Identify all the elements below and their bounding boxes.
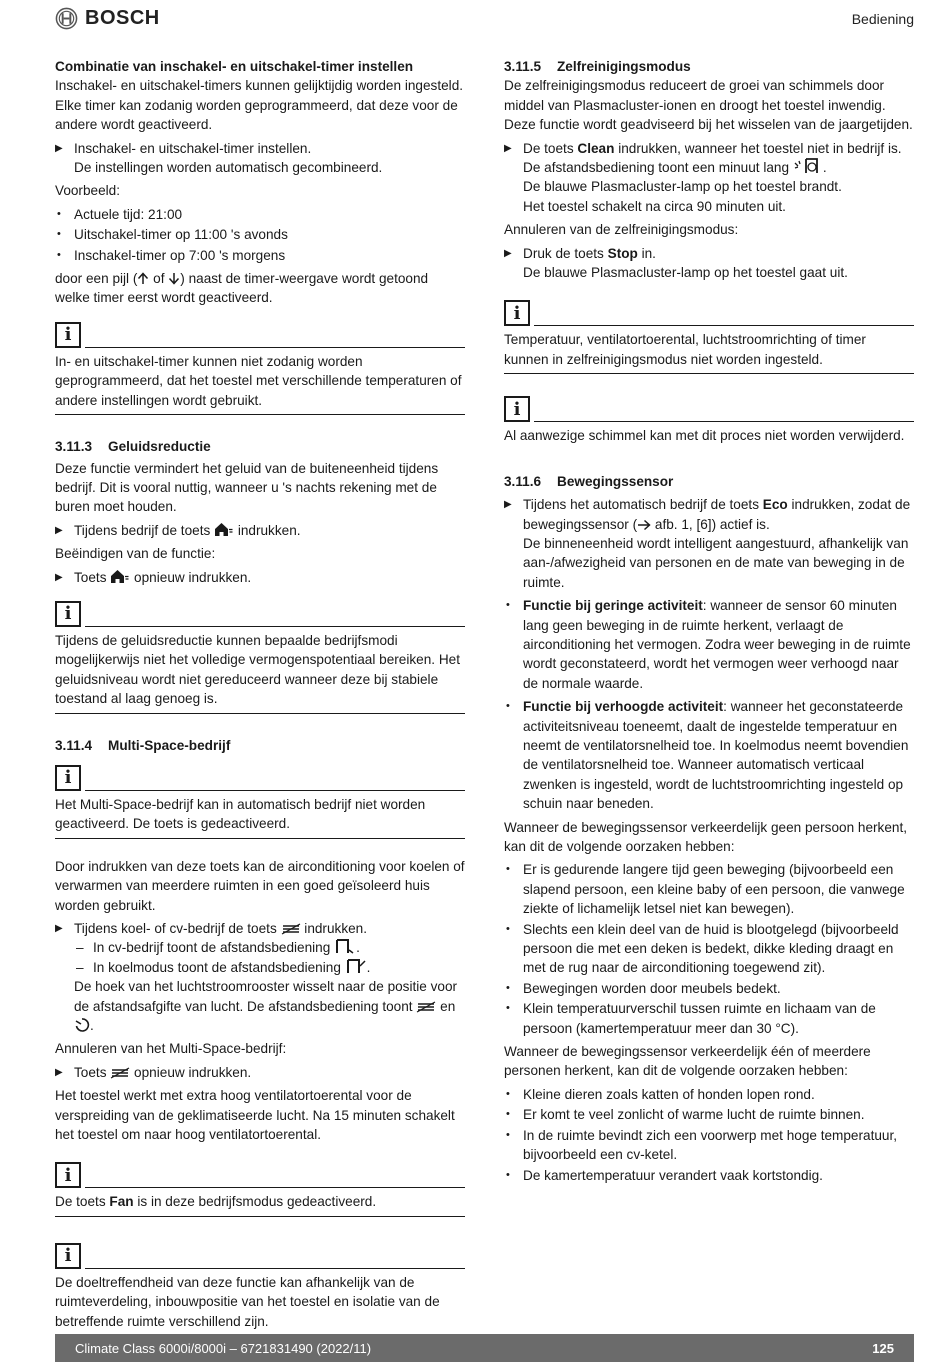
step-result: De afstandsbediening toont een minuut lang . bbox=[523, 160, 827, 176]
combo-timer-step bbox=[55, 139, 465, 178]
section-heading-3116 bbox=[504, 472, 914, 491]
text-fragment: indrukken, zodat de bewegingssensor ( bbox=[523, 497, 911, 532]
text-fragment: : wanneer de sensor 60 minuten lang geen beweging in de ruimte herkent, verlaagt de airconditioning het vermogen. Zodra weer beweging in de ruimte wordt geconstateerd, wordt het vermogen weer verhoogd naar de normale waarde. bbox=[523, 598, 911, 691]
cancel-label: Annuleren van het Multi-Space-bedrijf: bbox=[55, 1041, 287, 1057]
text-fragment: De toets bbox=[523, 140, 578, 156]
info-icon: i bbox=[55, 322, 81, 348]
bosch-logo bbox=[55, 7, 160, 30]
brand-name: BOSCH bbox=[85, 6, 160, 29]
section-title: Bediening bbox=[851, 11, 914, 27]
swing-airflow-icon bbox=[74, 1017, 90, 1032]
text-fragment: of bbox=[149, 271, 169, 287]
section-heading-3115 bbox=[504, 57, 914, 76]
info-icon: i bbox=[55, 601, 81, 627]
info-icon: i bbox=[55, 1243, 81, 1269]
paragraph: Wanneer de bewegingssensor verkeerdelijk één of meerdere personen herkent, kan dit de volgende oorzaken hebben: bbox=[504, 1044, 871, 1079]
arrow-explanation bbox=[55, 269, 465, 308]
page-footer bbox=[55, 1334, 914, 1362]
note-text: Temperatuur, ventilatortoerental, luchtstroomrichting of timer kunnen in zelfreinigingsmodus niet worden ingesteld. bbox=[504, 326, 914, 374]
sub-step: – In koelmodus toont de afstandsbediening . bbox=[74, 958, 465, 977]
note-text: Tijdens de geluidsreductie kunnen bepaalde bedrijfsmodi mogelijkerwijs niet het volledige vermogenspotentiaal bereiken. Het geluidsniveau wordt niet gereduceerd wanneer deze bij stabiele toestand al laag genoeg is. bbox=[55, 627, 465, 714]
info-note bbox=[55, 322, 465, 415]
list-item: • In de ruimte bevindt zich een voorwerp met hoge temperatuur, bijvoorbeeld een cv-ketel. bbox=[504, 1126, 914, 1165]
note-text: Al aanwezige schimmel kan met dit proces niet worden verwijderd. bbox=[504, 428, 905, 444]
clean-mode-icon bbox=[793, 158, 823, 174]
step-text: Inschakel- en uitschakel-timer instellen. bbox=[74, 140, 312, 156]
text-fragment: ) naast de timer-weergave wordt getoond welke timer eerst wordt geactiveerd. bbox=[55, 271, 429, 306]
info-icon: i bbox=[504, 396, 530, 422]
step-result: De binneneenheid wordt intelligent aangestuurd, afhankelijk van aan-/afwezigheid van personen en de mate van beweging in de ruimte. bbox=[523, 535, 909, 590]
section-heading-3114 bbox=[55, 736, 465, 755]
text-fragment: en bbox=[436, 998, 456, 1014]
section-title: Zelfreinigingsmodus bbox=[557, 59, 691, 74]
list-item bbox=[504, 697, 914, 813]
text-fragment: In koelmodus toont de afstandsbediening bbox=[93, 959, 345, 975]
note-text: In- en uitschakel-timer kunnen niet zodanig worden geprogrammeerd, dat het toestel met verschillende temperaturen of andere instellingen wordt gebruikt. bbox=[55, 348, 465, 415]
list-item: • Er is gedurende langere tijd geen beweging (bijvoorbeeld een slapend persoon, een kleine baby of een persoon, die vanwege ziekte of lichamelijk letsel niet kan bewegen). bbox=[504, 860, 914, 918]
list-item: • Klein temperatuurverschil tussen ruimte en lichaam van de persoon (kamertemperatuur meer dan 30 °C). bbox=[504, 999, 914, 1038]
multi-space-icon bbox=[110, 1067, 130, 1079]
list-item: • Uitschakel-timer op 11:00 's avonds bbox=[55, 225, 465, 244]
left-column bbox=[55, 57, 465, 1340]
step-result: De instellingen worden automatisch gecombineerd. bbox=[74, 160, 383, 176]
combo-timer-intro: Inschakel- en uitschakel-timers kunnen gelijktijdig worden ingesteld. Elke timer kan zodanig worden geprogrammeerd, dat deze voor de andere wordt geactiveerd. bbox=[55, 78, 464, 133]
instruction-step bbox=[55, 568, 465, 587]
info-note bbox=[55, 1162, 465, 1216]
list-item: • De kamertemperatuur verandert vaak kortstondig. bbox=[504, 1166, 914, 1185]
instruction-step bbox=[504, 495, 914, 592]
info-icon: i bbox=[504, 300, 530, 326]
page-header bbox=[55, 7, 914, 33]
info-note bbox=[504, 300, 914, 374]
instruction-step bbox=[55, 919, 465, 1035]
info-note bbox=[504, 396, 914, 449]
combo-timer-heading: Combinatie van inschakel- en uitschakel-timer instellen bbox=[55, 59, 414, 74]
text-fragment: Tijdens bedrijf de toets bbox=[74, 522, 215, 538]
note-text bbox=[55, 1188, 465, 1216]
list-item: • Slechts een klein deel van de huid is blootgelegd (bijvoorbeeld persoon die met een deken is bedekt, dikke kleding draagt en met de rug naar de airconditioning toegewend zit). bbox=[504, 920, 914, 978]
step-result: De blauwe Plasmacluster-lamp op het toestel gaat uit. bbox=[523, 265, 848, 281]
section-heading-3113 bbox=[55, 437, 465, 456]
paragraph: De zelfreinigingsmodus reduceert de groei van schimmels door middel van Plasmacluster-ionen en droogt het toestel inwendig. Deze functie wordt geadviseerd bij het wisselen van de jaargetijden. bbox=[504, 78, 913, 133]
section-title: Geluidsreductie bbox=[108, 439, 211, 455]
multi-space-icon bbox=[416, 1001, 436, 1013]
section-number: 3.11.5 bbox=[504, 59, 542, 74]
step-result: De blauwe Plasmacluster-lamp op het toestel brandt. bbox=[523, 179, 842, 195]
term: Functie bij geringe activiteit bbox=[523, 598, 703, 614]
section-number: 3.11.3 bbox=[55, 439, 93, 455]
info-icon: i bbox=[55, 1162, 81, 1188]
text-fragment: Druk de toets bbox=[523, 245, 608, 261]
multi-space-icon bbox=[281, 923, 301, 935]
end-function-label: Beëindigen van de functie: bbox=[55, 546, 216, 562]
info-note bbox=[55, 601, 465, 714]
list-item: • Er komt te veel zonlicht of warme lucht de ruimte binnen. bbox=[504, 1105, 914, 1124]
instruction-step bbox=[55, 521, 465, 540]
key-name: Clean bbox=[577, 140, 615, 156]
false-detection-causes-list bbox=[504, 1085, 914, 1185]
section-title: Multi-Space-bedrijf bbox=[108, 737, 231, 753]
instruction-step bbox=[504, 139, 914, 217]
list-item: • Actuele tijd: 21:00 bbox=[55, 205, 465, 224]
paragraph: Deze functie vermindert het geluid van de buiteneenheid tijdens bedrijf. Dit is vooral nuttig, wanneer u 's nachts rekening met de buren moet houden. bbox=[55, 460, 439, 515]
activity-function-list bbox=[504, 596, 914, 813]
list-item: • Kleine dieren zoals katten of honden lopen rond. bbox=[504, 1085, 914, 1104]
heating-flap-icon bbox=[334, 939, 356, 954]
key-name: Stop bbox=[607, 245, 638, 261]
text-fragment: De afstandsbediening toont een minuut lang bbox=[523, 160, 793, 176]
example-list bbox=[55, 205, 465, 265]
info-icon: i bbox=[55, 765, 81, 791]
document-id: Climate Class 6000i/8000i – 6721831490 (2022/11) bbox=[75, 1341, 372, 1356]
text-fragment: is in deze bedrijfsmodus gedeactiveerd. bbox=[133, 1194, 377, 1210]
text-fragment: Toets bbox=[74, 569, 111, 585]
arrow-down-icon bbox=[168, 272, 180, 285]
text-fragment: door een pijl ( bbox=[55, 271, 138, 287]
text-fragment: opnieuw indrukken. bbox=[130, 1064, 252, 1080]
text-fragment: indrukken, wanneer het toestel niet in bedrijf is. bbox=[614, 140, 902, 156]
arrow-right-icon bbox=[637, 519, 651, 531]
page-number: 125 bbox=[872, 1341, 894, 1356]
arrow-up-icon bbox=[137, 272, 149, 285]
text-fragment: opnieuw indrukken. bbox=[130, 569, 252, 585]
text-fragment: Tijdens het automatisch bedrijf de toets bbox=[523, 497, 763, 513]
text-fragment: In cv-bedrijf toont de afstandsbediening bbox=[93, 940, 335, 956]
quiet-mode-icon bbox=[110, 569, 130, 584]
note-text: De doeltreffendheid van deze functie kan afhankelijk van de ruimteverdeling, inbouwpositie van het toestel en isolatie van de betreffende ruimte verschillend zijn. bbox=[55, 1269, 465, 1336]
section-title: Bewegingssensor bbox=[557, 473, 674, 489]
no-person-causes-list bbox=[504, 860, 914, 1038]
section-number: 3.11.6 bbox=[504, 473, 542, 489]
cooling-flap-icon bbox=[345, 959, 367, 974]
instruction-step bbox=[55, 1063, 465, 1082]
text-fragment: Toets bbox=[74, 1064, 111, 1080]
note-text: Het Multi-Space-bedrijf kan in automatisch bedrijf niet worden geactiveerd. De toets is gedeactiveerd. bbox=[55, 791, 465, 839]
text-fragment: in. bbox=[637, 245, 656, 261]
list-item: • Inschakel-timer op 7:00 's morgens bbox=[55, 246, 465, 265]
cancel-label: Annuleren van de zelfreinigingsmodus: bbox=[504, 222, 739, 238]
key-name: Fan bbox=[109, 1194, 134, 1210]
text-fragment: indrukken. bbox=[300, 921, 368, 936]
info-note bbox=[55, 1243, 465, 1336]
text-fragment: De hoek van het luchtstroomrooster wisselt naar de positie voor de afstandsafgifte van lucht. De afstandsbediening toont bbox=[74, 979, 458, 1014]
step-result: De hoek van het luchtstroomrooster wisselt naar de positie voor de afstandsafgifte van lucht. De afstandsbediening toont en . bbox=[74, 979, 458, 1034]
sub-step: – In cv-bedrijf toont de afstandsbediening . bbox=[74, 938, 465, 957]
text-fragment: afb. 1, [6]) actief is. bbox=[651, 516, 770, 532]
list-item bbox=[504, 596, 914, 693]
section-number: 3.11.4 bbox=[55, 737, 93, 753]
step-result: Het toestel schakelt na circa 90 minuten uit. bbox=[523, 198, 786, 214]
text-fragment: Tijdens koel- of cv-bedrijf de toets bbox=[74, 921, 281, 936]
term: Functie bij verhoogde activiteit bbox=[523, 699, 724, 715]
right-column bbox=[504, 57, 914, 1189]
paragraph: Het toestel werkt met extra hoog ventilatortoerental voor de verspreiding van de geklimatiseerde lucht. Na 15 minuten schakelt het toestel om naar hoog ventilatortoerental. bbox=[55, 1088, 455, 1143]
paragraph: Door indrukken van deze toets kan de airconditioning voor koelen of verwarmen van meerdere ruimten in een goed geïsoleerd huis worden gebruikt. bbox=[55, 858, 465, 913]
list-item: • Bewegingen worden door meubels bedekt. bbox=[504, 979, 914, 998]
bosch-armature-icon bbox=[55, 7, 78, 30]
info-note bbox=[55, 765, 465, 839]
text-fragment: indrukken. bbox=[234, 522, 301, 538]
paragraph: Wanneer de bewegingssensor verkeerdelijk geen persoon herkent, kan dit de volgende oorzaken hebben: bbox=[504, 819, 908, 854]
quiet-mode-icon bbox=[214, 522, 234, 537]
instruction-step bbox=[504, 244, 914, 283]
text-fragment: De toets bbox=[55, 1194, 110, 1210]
key-name: Eco bbox=[762, 497, 788, 513]
text-fragment: : wanneer het geconstateerde activiteitsniveau toeneemt, daalt de ingestelde temperatuur en neemt de ventilatorsnelheid toe. In koelmodus neemt bovendien de ventilatorsnelheid toe. Wanneer automatisch verticaal zwenken is ingesteld, wordt de luchtstroomrichting ingesteld op schuin naar beneden. bbox=[523, 699, 909, 812]
example-label: Voorbeeld: bbox=[55, 183, 121, 199]
